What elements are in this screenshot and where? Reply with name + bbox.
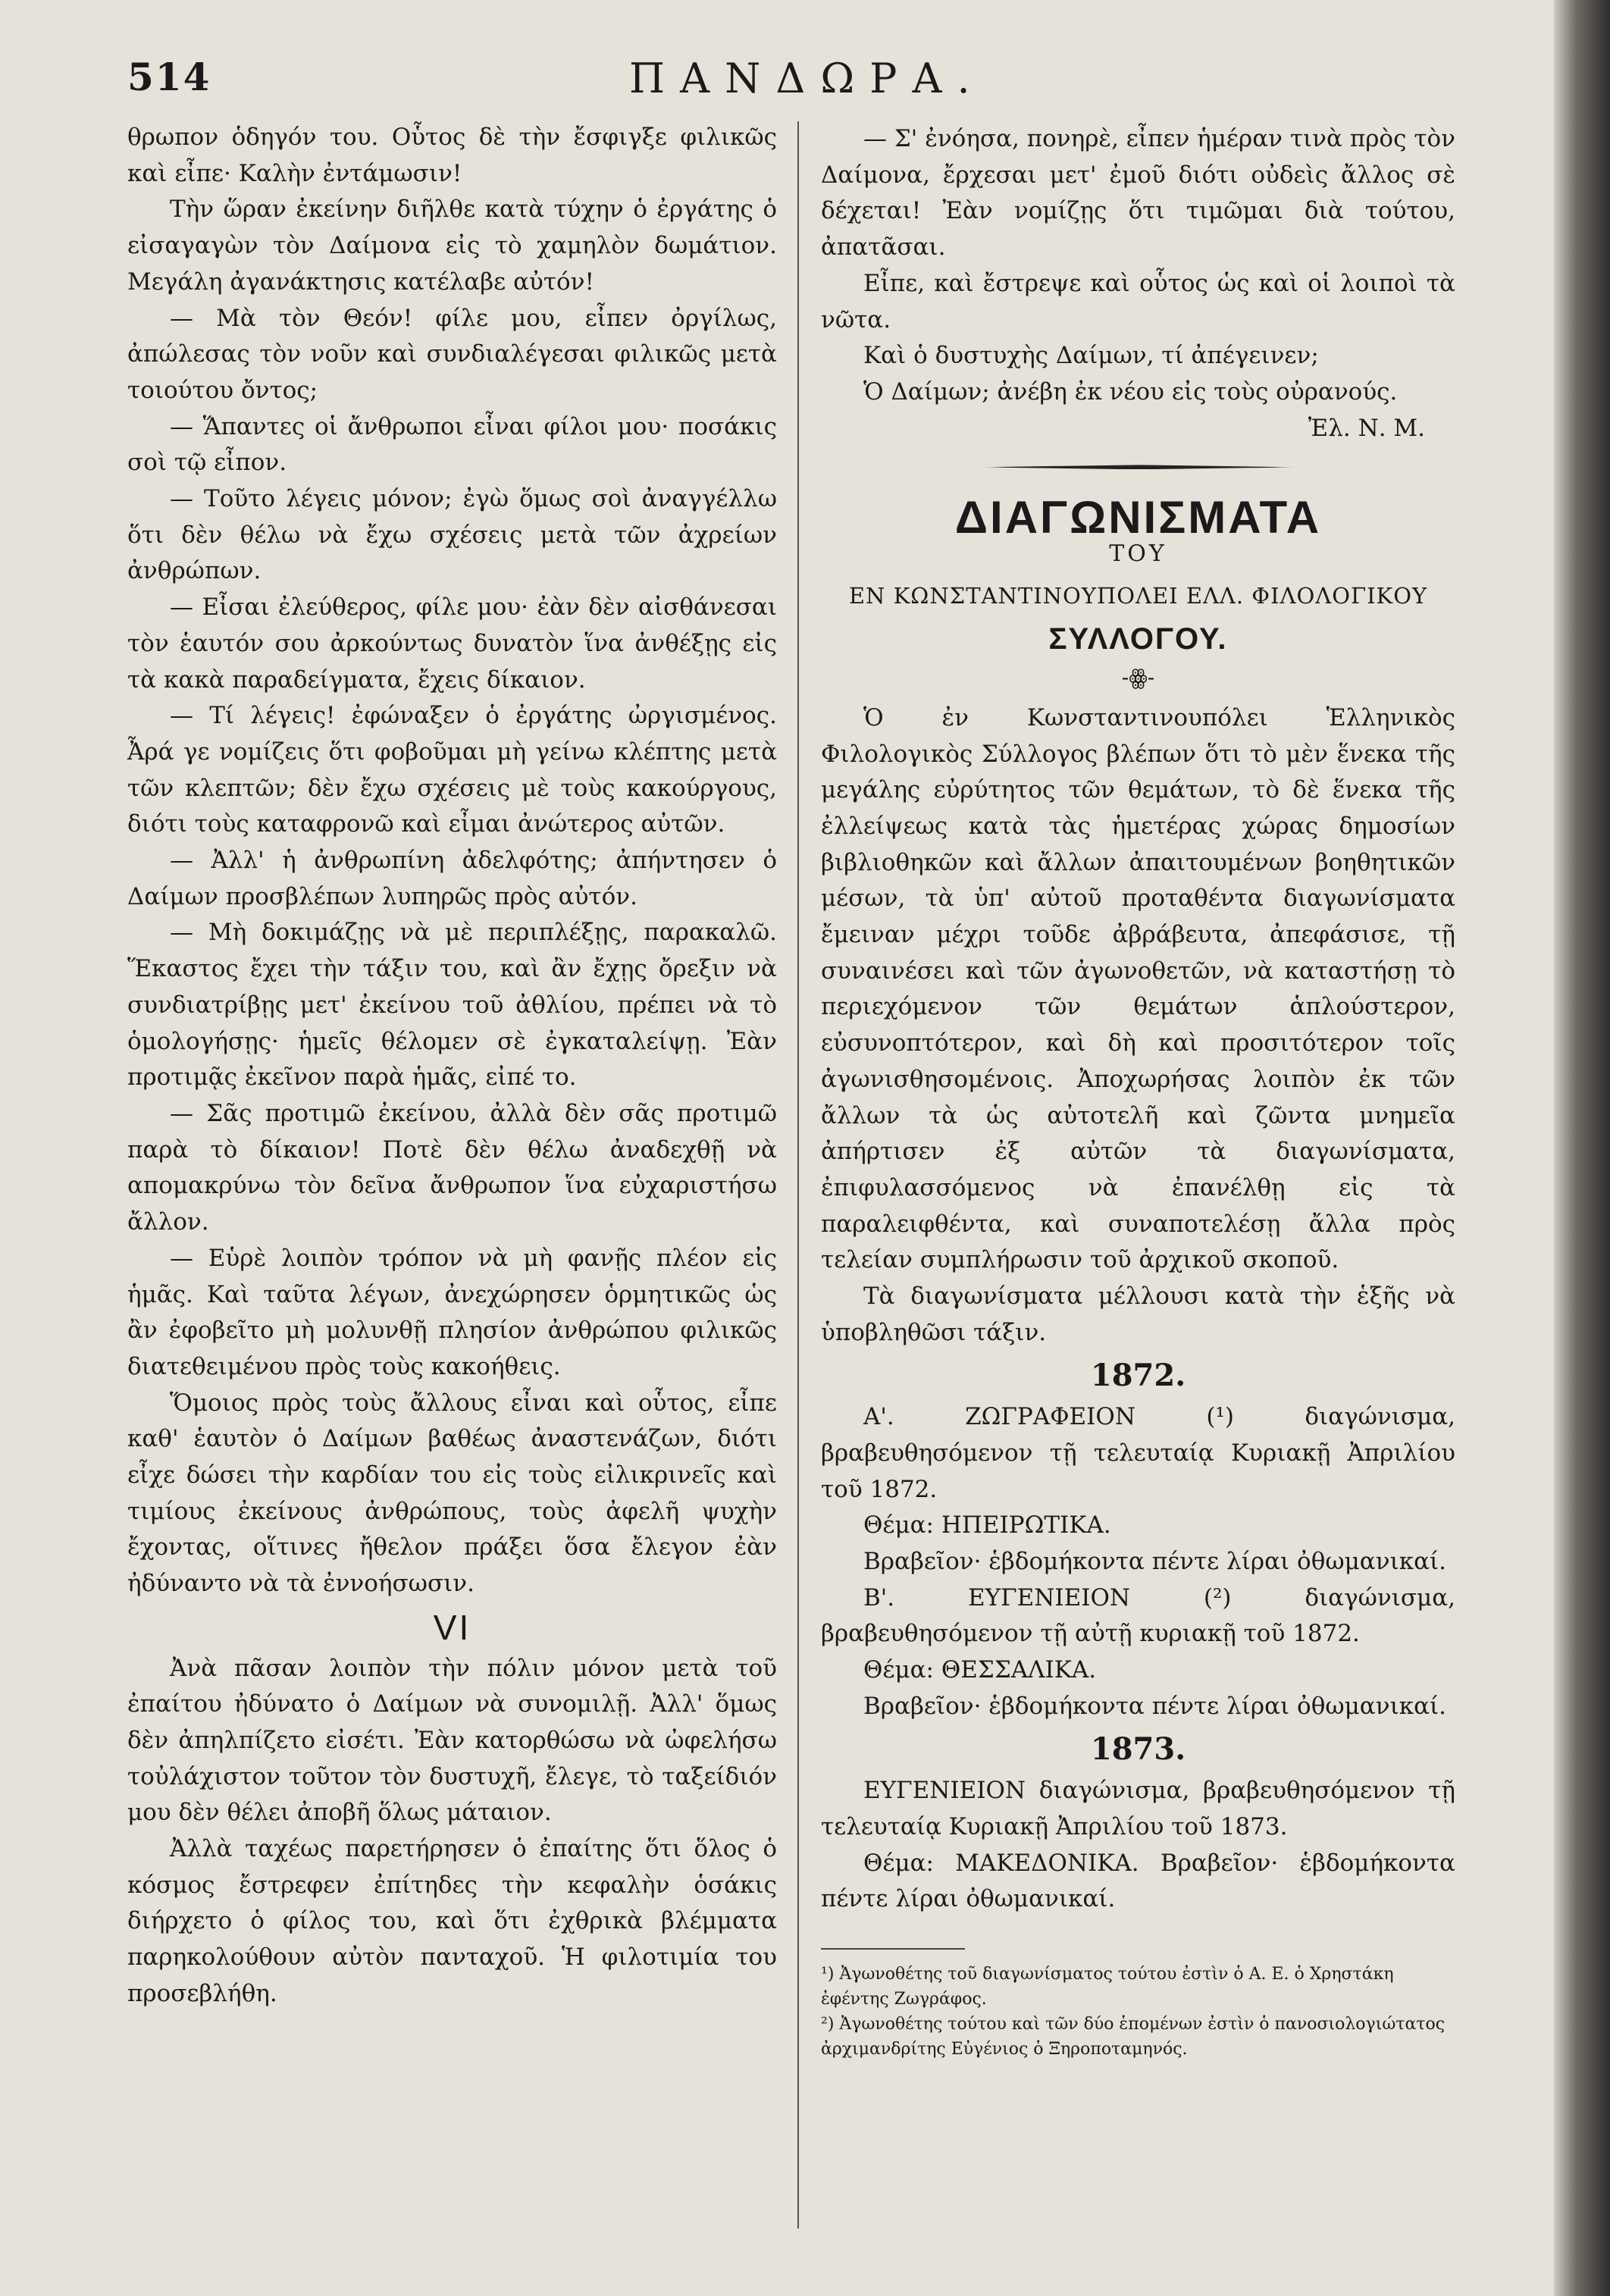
column-divider [797, 121, 799, 2229]
paragraph: Βραβεῖον· ἑβδομήκοντα πέντε λίραι ὀθωμανικαί. [863, 1692, 1447, 1720]
section-rule [979, 465, 1298, 469]
entries-1872 [821, 1399, 1455, 1724]
contest-subheading: ΤΟΥ [1109, 540, 1167, 568]
left-column [127, 120, 777, 2013]
year-1873: 1873. [1090, 1731, 1186, 1767]
paragraph: θρωπον ὁδηγόν του. Οὗτος δὲ τὴν ἔσφιγξε φιλικῶς καὶ εἶπε· Καλὴν ἐντάμωσιν! [127, 124, 777, 187]
page-binding-shadow [1554, 0, 1610, 2296]
paragraph: — Τοῦτο λέγεις μόνον; ἐγὼ ὅμως σοὶ ἀναγγέλλω ὅτι δὲν θέλω νὰ ἔχω σχέσεις μετὰ τῶν ἀχρείων ἀνθρώπων. [127, 485, 777, 585]
footnotes [821, 1962, 1455, 2062]
paragraph: Θέμα: ΜΑΚΕΔΟΝΙΚΑ. Βραβεῖον· ἑβδομήκοντα πέντε λίραι ὀθωμανικαί. [821, 1849, 1455, 1913]
right-paragraphs [821, 121, 1455, 411]
contest-heading: ΔΙΑΓΩΝΙΣΜΑΤΑ [954, 492, 1322, 543]
paragraph: Β'. ΕΥΓΕΝΙΕΙΟΝ (²) διαγώνισμα, βραβευθησόμενον τῇ αὐτῇ κυριακῇ τοῦ 1872. [821, 1583, 1455, 1648]
paragraph: Τὴν ὥραν ἐκείνην διῆλθε κατὰ τύχην ὁ ἐργάτης ὁ εἰσαγαγὼν τὸν Δαίμονα εἰς τὸ χαμηλὸν δωμάτιον. Μεγάλη ἀγανάκτησις κατέλαβε αὐτόν! [127, 196, 777, 296]
left-paragraphs [127, 120, 777, 1602]
paragraph: Ὁ Δαίμων; ἀνέβη ἐκ νέου εἰς τοὺς οὐρανούς. [863, 377, 1398, 406]
contest-intro [821, 700, 1455, 1352]
paragraph: — Τί λέγεις! ἐφώναξεν ὁ ἐργάτης ὠργισμένος. Ἆρά γε νομίζεις ὅτι φοβοῦμαι μὴ γείνω κλέπτης μετὰ τῶν κλεπτῶν; δὲν ἔχω σχέσεις μὲ τοὺς κακούργους, διότι τοὺς καταφρονῶ καὶ εἶμαι ἀνώτερος αὐτῶν. [127, 702, 777, 838]
signature: Ἐλ. Ν. Μ. [1308, 414, 1425, 442]
paragraph: Εἶπε, καὶ ἔστρεψε καὶ οὗτος ὡς καὶ οἱ λοιποὶ τὰ νῶτα. [821, 269, 1455, 334]
entries-1873 [821, 1773, 1455, 1918]
paragraph: — Εὑρὲ λοιπὸν τρόπον νὰ μὴ φανῇς πλέον εἰς ἡμᾶς. Καὶ ταῦτα λέγων, ἀνεχώρησεν ὁρμητικῶς ὡς ἂν ἐφοβεῖτο μὴ μολυνθῇ πλησίον ἀνθρώπου φιλικῶς διατεθειμένου πρὸς τοὺς κακοήθεις. [127, 1244, 777, 1380]
paragraph: — Μὰ τὸν Θεόν! φίλε μου, εἶπεν ὀργίλως, ἀπώλεσας τὸν νοῦν καὶ συνδιαλέγεσαι φιλικῶς μετὰ τοιούτου ὄντος; [127, 304, 777, 404]
year-1872: 1872. [1090, 1357, 1186, 1393]
ornament-icon: -ꙮ- [1121, 665, 1155, 691]
paragraph: Ἀνὰ πᾶσαν λοιπὸν τὴν πόλιν μόνον μετὰ τοῦ ἐπαίτου ἠδύνατο ὁ Δαίμων νὰ συνομιλῇ. Ἀλλ' ὅμως δὲν ἀπηλπίζετο εἰσέτι. Ἐὰν κατορθώσω νὰ ὠφελήσω τοὐλάχιστον τοῦτον τὸν δυστυχῆ, ἔλεγε, τὸ ταξείδιόν μου δὲν θέλει ἀποβῆ ὅλως μάταιον. [127, 1654, 777, 1827]
paragraph: Καὶ ὁ δυστυχὴς Δαίμων, τί ἀπέγεινεν; [863, 342, 1319, 370]
paragraph: — Μὴ δοκιμάζῃς νὰ μὲ περιπλέξῃς, παρακαλῶ. Ἕκαστος ἔχει τὴν τάξιν του, καὶ ἂν ἔχῃς ὄρεξιν νὰ συνδιατρίβῃς μετ' ἐκείνου τοῦ ἀθλίου, πρέπει νὰ τὸ ὁμολογήσῃς· ἡμεῖς θέλομεν σὲ ἐγκαταλείψῃ. Ἐὰν προτιμᾷς ἐκεῖνον παρὰ ἡμᾶς, εἰπέ το. [127, 919, 777, 1092]
paragraph: — Εἶσαι ἐλεύθερος, φίλε μου· ἐὰν δὲν αἰσθάνεσαι τὸν ἑαυτόν σου ἀρκούντως δυνατὸν ἵνα ἀνθέξῃς εἰς τὰ κακὰ παραδείγματα, ἔχεις δίκαιον. [127, 594, 777, 694]
paragraph: — Ἅπαντες οἱ ἄνθρωποι εἶναι φίλοι μου· ποσάκις σοὶ τῷ εἶπον. [127, 412, 777, 477]
footnote: ¹) Ἀγωνοθέτης τοῦ διαγωνίσματος τούτου ἐστὶν ὁ Α. Ε. ὁ Χρηστάκη ἐφέντης Ζωγράφος. [821, 1965, 1394, 2009]
paragraph: ΕΥΓΕΝΙΕΙΟΝ διαγώνισμα, βραβευθησόμενον τῇ τελευταίᾳ Κυριακῇ Ἀπριλίου τοῦ 1873. [821, 1777, 1455, 1840]
paragraph: Α'. ΖΩΓΡΑΦΕΙΟΝ (¹) διαγώνισμα, βραβευθησόμενον τῇ τελευταίᾳ Κυριακῇ Ἀπριλίου τοῦ 1872. [821, 1403, 1455, 1503]
right-column [821, 121, 1455, 2062]
paragraph: — Σ' ἐνόησα, πονηρὲ, εἶπεν ἡμέραν τινὰ πρὸς τὸν Δαίμονα, ἔρχεσαι μετ' ἐμοῦ διότι οὐδεὶς ἄλλος σὲ δέχεται! Ἐὰν νομίζῃς ὅτι τιμῶμαι διὰ τούτου, ἀπατᾶσαι. [821, 125, 1455, 262]
paragraph: Τὰ διαγωνίσματα μέλλουσι κατὰ τὴν ἑξῆς νὰ ὑποβληθῶσι τάξιν. [821, 1283, 1455, 1346]
left-paragraphs-after [127, 1651, 777, 2013]
section-number: VI [433, 1607, 471, 1647]
footnote-rule [821, 1948, 965, 1950]
paragraph: Ὁ ἐν Κωνσταντινουπόλει Ἑλληνικὸς Φιλολογικὸς Σύλλογος βλέπων ὅτι τὸ μὲν ἕνεκα τῆς μεγάλης εὐρύτητος τῶν θεμάτων, τὸ δὲ ἕνεκα τῆς ἐλλείψεως κατὰ τὰς ἡμετέρας χώρας δημοσίων βιβλιοθηκῶν καὶ ἄλλων ἀπαιτουμένων βοηθητικῶν μέσων, τὰ ὑπ' αὐτοῦ προταθέντα διαγωνίσματα ἔμειναν μέχρι τοῦδε ἀβράβευτα, ἀπεφάσισε, τῇ συναινέσει καὶ τῶν ἀγωνοθετῶν, νὰ καταστήσῃ τὸ περιεχόμενον τῶν θεμάτων ἁπλούστερον, εὐσυνοπτότερον, καὶ δὴ καὶ προσιτότερον τοῖς ἀγωνισθησομένοις. Ἀποχωρήσας λοιπὸν ἐκ τῶν ἄλλων τὰ ὡς αὐτοτελῆ καὶ ζῶντα μνημεῖα ἀπήρτισεν ἐξ αὐτῶν τὰ διαγωνίσματα, ἐπιφυλασσόμενος νὰ ἐπανέλθῃ εἰς τὰ παραλειφθέντα, καὶ συναποτελέσῃ ἄλλα πρὸς τελείαν συμπλήρωσιν τοῦ ἀρχικοῦ σκοποῦ. [821, 703, 1455, 1274]
paragraph: Βραβεῖον· ἑβδομήκοντα πέντε λίραι ὀθωμανικαί. [863, 1548, 1447, 1576]
paragraph: — Ἀλλ' ἡ ἀνθρωπίνη ἀδελφότης; ἀπήντησεν ὁ Δαίμων προσβλέπων λυπηρῶς πρὸς αὐτόν. [127, 847, 777, 910]
paragraph: Θέμα: ΗΠΕΙΡΩΤΙΚΑ. [863, 1511, 1111, 1540]
society-name-line2: ΣΥΛΛΟΓΟΥ. [1048, 622, 1228, 656]
journal-title: ΠΑΝΔΩΡΑ. [629, 55, 985, 102]
footnote: ²) Ἀγωνοθέτης τούτου καὶ τῶν δύο ἑπομένων ἐστὶν ὁ πανοσιολογιώτατος ἀρχιμανδρίτης Εὐγένιος ὁ Ξηροποταμηνός. [821, 2015, 1446, 2060]
page-number: 514 [127, 55, 211, 99]
society-name-line1: ΕΝ ΚΩΝΣΤΑΝΤΙΝΟΥΠΟΛΕΙ ΕΛΛ. ΦΙΛΟΛΟΓΙΚΟΥ [848, 582, 1428, 609]
paragraph: Ἀλλὰ ταχέως παρετήρησεν ὁ ἐπαίτης ὅτι ὅλος ὁ κόσμος ἔστρεφεν ἐπίτηδες τὴν κεφαλὴν ὁσάκις διήρχετο ὁ φίλος του, καὶ ὅτι ἐχθρικὰ βλέμματα παρηκολούθουν αὐτὸν πανταχοῦ. Ἡ φιλοτιμία του προσεβλήθη. [127, 1835, 777, 2007]
paragraph: — Σᾶς προτιμῶ ἐκείνου, ἀλλὰ δὲν σᾶς προτιμῶ παρὰ τὸ δίκαιον! Ποτὲ δὲν θέλω ἀναδεχθῇ νὰ απομακρύνω τὸν δεῖνα ἄνθρωπον ἵνα εὐχαριστήσω ἄλλον. [127, 1099, 777, 1236]
paragraph: Ὅμοιος πρὸς τοὺς ἄλλους εἶναι καὶ οὗτος, εἶπε καθ' ἑαυτὸν ὁ Δαίμων βαθέως ἀναστενάζων, διότι εἶχε δώσει τὴν καρδίαν του εἰς τοὺς εἰλικρινεῖς καὶ τιμίους ἐκείνους ἀνθρώπους, τοὺς ἀφελῆ ψυχὴν ἔχοντας, οἵτινες ἤθελον πράξει ὅσα ἔλεγον ἐὰν ἠδύναντο νὰ τὰ ἐννοήσωσιν. [127, 1389, 777, 1598]
paragraph: Θέμα: ΘΕΣΣΑΛΙΚΑ. [863, 1656, 1097, 1684]
